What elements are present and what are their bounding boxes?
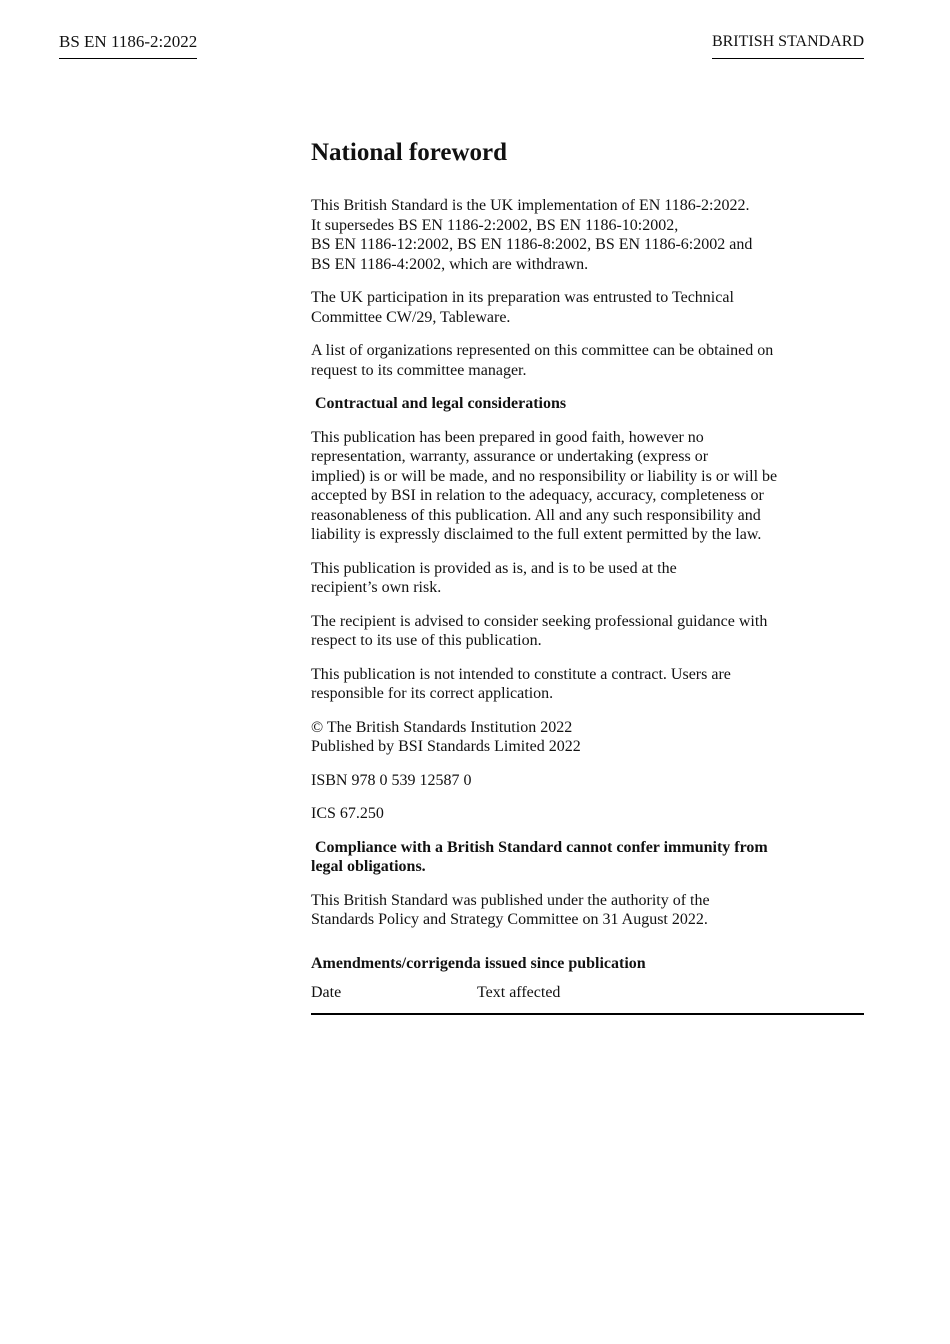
header-series-label: BRITISH STANDARD <box>712 31 864 59</box>
good-faith-line: implied) is or will be made, and no responsibility or liability is or will be <box>311 467 778 485</box>
contractual-heading-text: Contractual and legal considerations <box>315 395 567 412</box>
contractual-heading <box>311 394 864 414</box>
good-faith-line: This publication has been prepared in good faith, however no <box>311 428 704 446</box>
column-header-date: Date <box>311 983 477 1014</box>
provided-paragraph <box>311 559 864 598</box>
amendments-header-row <box>311 983 864 1014</box>
good-faith-line: accepted by BSI in relation to the adequacy, accuracy, completeness or <box>311 487 764 504</box>
ics-code: ICS 67.250 <box>311 805 384 822</box>
guidance-line: The recipient is advised to consider seeking professional guidance with <box>311 612 768 630</box>
intro-line: It supersedes BS EN 1186-2:2002, BS EN 1186-10:2002, <box>311 216 679 234</box>
guidance-paragraph <box>311 612 864 651</box>
amendments-title: Amendments/corrigenda issued since publication <box>311 954 646 972</box>
good-faith-line: representation, warranty, assurance or undertaking (express or <box>311 448 709 465</box>
intro-line: This British Standard is the UK implementation of EN 1186-2:2022. <box>311 197 750 214</box>
compliance-line-text: Compliance with a British Standard cannot confer immunity from <box>315 838 768 856</box>
compliance-line: legal obligations. <box>311 858 426 875</box>
page-title: National foreword <box>311 139 508 166</box>
authority-paragraph <box>311 891 864 930</box>
good-faith-line: liability is expressly disclaimed to the full extent permitted by the law. <box>311 526 762 543</box>
good-faith-paragraph <box>311 428 864 545</box>
participation-line: Committee CW/29, Tableware. <box>311 308 511 326</box>
organizations-paragraph <box>311 341 864 380</box>
organizations-line: request to its committee manager. <box>311 361 527 379</box>
provided-line: This publication is provided as is, and is to be used at the <box>311 559 677 577</box>
amendments-table <box>311 983 864 1015</box>
copyright-paragraph <box>311 718 864 757</box>
intro-line: BS EN 1186-4:2002, which are withdrawn. <box>311 255 589 273</box>
intro-line: BS EN 1186-12:2002, BS EN 1186-8:2002, BS EN 1186-6:2002 and <box>311 236 753 253</box>
participation-paragraph <box>311 288 864 327</box>
compliance-line <box>311 838 864 858</box>
authority-line: This British Standard was published under the authority of the <box>311 891 710 909</box>
guidance-line: respect to its use of this publication. <box>311 632 542 649</box>
provided-line: recipient’s own risk. <box>311 579 442 596</box>
participation-line: The UK participation in its preparation was entrusted to Technical <box>311 289 734 306</box>
isbn: ISBN 978 0 539 12587 0 <box>311 771 472 789</box>
column-header-text-affected: Text affected <box>477 983 864 1014</box>
header-document-id: BS EN 1186-2:2022 <box>59 31 197 59</box>
authority-line: Standards Policy and Strategy Committee on 31 August 2022. <box>311 911 708 928</box>
intro-paragraph <box>311 196 864 274</box>
copyright-line: Published by BSI Standards Limited 2022 <box>311 738 581 755</box>
contract-paragraph <box>311 665 864 704</box>
compliance-notice <box>311 838 864 877</box>
good-faith-line: reasonableness of this publication. All and any such responsibility and <box>311 506 761 524</box>
foreword-content <box>311 136 864 1015</box>
copyright-line: © The British Standards Institution 2022 <box>311 718 573 736</box>
organizations-line: A list of organizations represented on this committee can be obtained on <box>311 342 774 359</box>
contract-line: responsible for its correct application. <box>311 685 554 702</box>
contract-line: This publication is not intended to constitute a contract. Users are <box>311 665 731 683</box>
